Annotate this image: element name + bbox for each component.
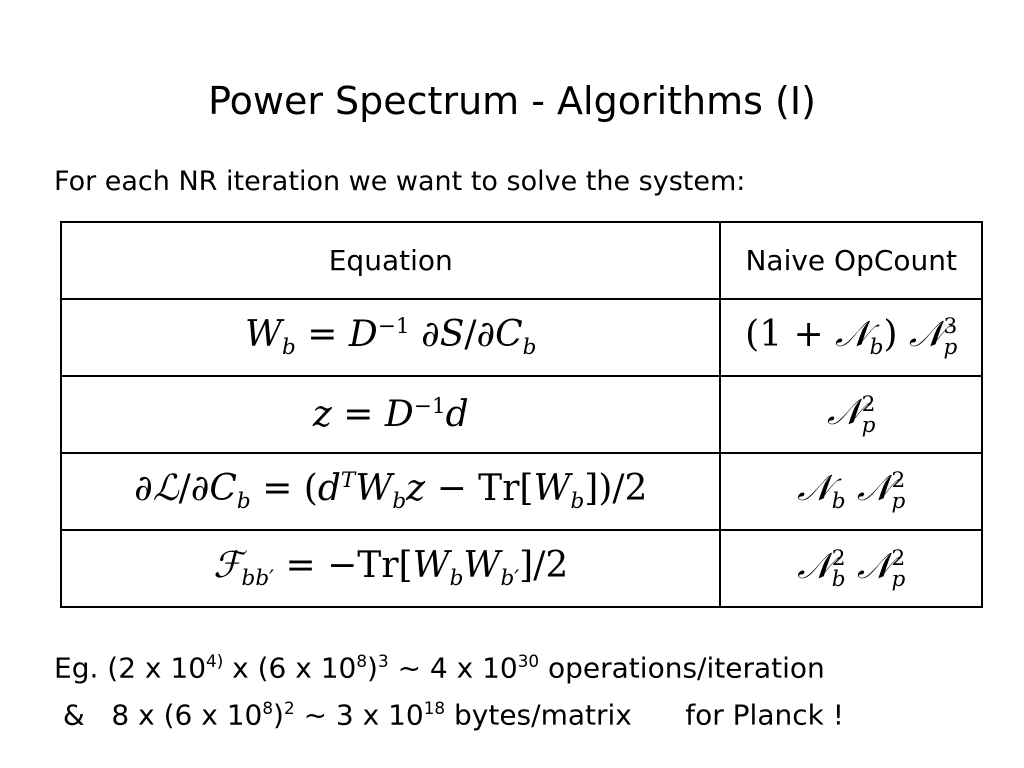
footer-text-segment: operations/iteration — [539, 651, 825, 685]
equation-formula-z: $z = D^{-1}d$ — [312, 394, 469, 435]
intro-text: For each NR iteration we want to solve the system: — [54, 166, 746, 197]
table-row — [61, 299, 982, 376]
table-row — [61, 530, 982, 607]
equation-formula-f: ℱ$_{bb'}$ = $-Tr[W_bW_{b'}]/2$ — [213, 545, 569, 592]
footer-text-segment: & 8 x (6 x 10 — [54, 698, 263, 732]
opcount-formula-z: 𝒩 2 p — [827, 391, 876, 439]
footer-exponent: 2 — [283, 698, 295, 719]
opcount-cell — [720, 376, 982, 453]
opcount-cell — [720, 299, 982, 376]
footer-text-segment: x (6 x 10 — [223, 651, 357, 685]
slide-title: Power Spectrum - Algorithms (I) — [208, 79, 816, 123]
table-row — [61, 376, 982, 453]
footer-text-segment: ~ 3 x 10 — [294, 698, 424, 732]
footer-text-segment: bytes/matrix for Planck ! — [445, 698, 844, 732]
footer-line-1 — [54, 641, 844, 688]
equation-formula-w: $W_b = D^{-1}$ $\partial S/\partial C_b$ — [245, 314, 537, 361]
footer-text-segment: ) — [273, 698, 284, 732]
equation-formula-dl: $\partial ℒ/\partial C_b = (d^TW_bz - Tr[W_b])/2$ — [134, 468, 648, 515]
footer-exponent: 8 — [356, 651, 368, 671]
opcount-cell — [720, 453, 982, 530]
footer-text — [54, 641, 844, 736]
opcount-formula-dl: 𝒩$_b$ 𝒩 2 p — [797, 467, 906, 515]
footer-exponent: 4) — [206, 651, 224, 671]
opcount-formula-w: (1 + 𝒩$_b$) 𝒩 3 p — [745, 313, 958, 361]
footer-exponent: 30 — [517, 651, 540, 671]
header-equation: Equation — [61, 222, 720, 299]
footer-text-segment: ~ 4 x 10 — [388, 651, 518, 685]
footer-text-segment: Eg. (2 x 10 — [54, 651, 207, 685]
opcount-cell — [720, 530, 982, 607]
footer-text-segment: ) — [367, 651, 378, 685]
equation-cell — [61, 299, 720, 376]
footer-exponent: 18 — [423, 698, 446, 719]
equation-table — [60, 221, 983, 608]
table-row — [61, 453, 982, 530]
opcount-formula-f: 𝒩 2 b 𝒩 2 p — [797, 545, 906, 593]
footer-exponent: 3 — [377, 651, 389, 671]
table-header-row — [61, 222, 982, 299]
header-opcount: Naive OpCount — [720, 222, 982, 299]
footer-exponent: 8 — [262, 698, 274, 719]
footer-line-2 — [54, 688, 844, 735]
equation-cell — [61, 376, 720, 453]
equation-cell — [61, 530, 720, 607]
equation-cell — [61, 453, 720, 530]
